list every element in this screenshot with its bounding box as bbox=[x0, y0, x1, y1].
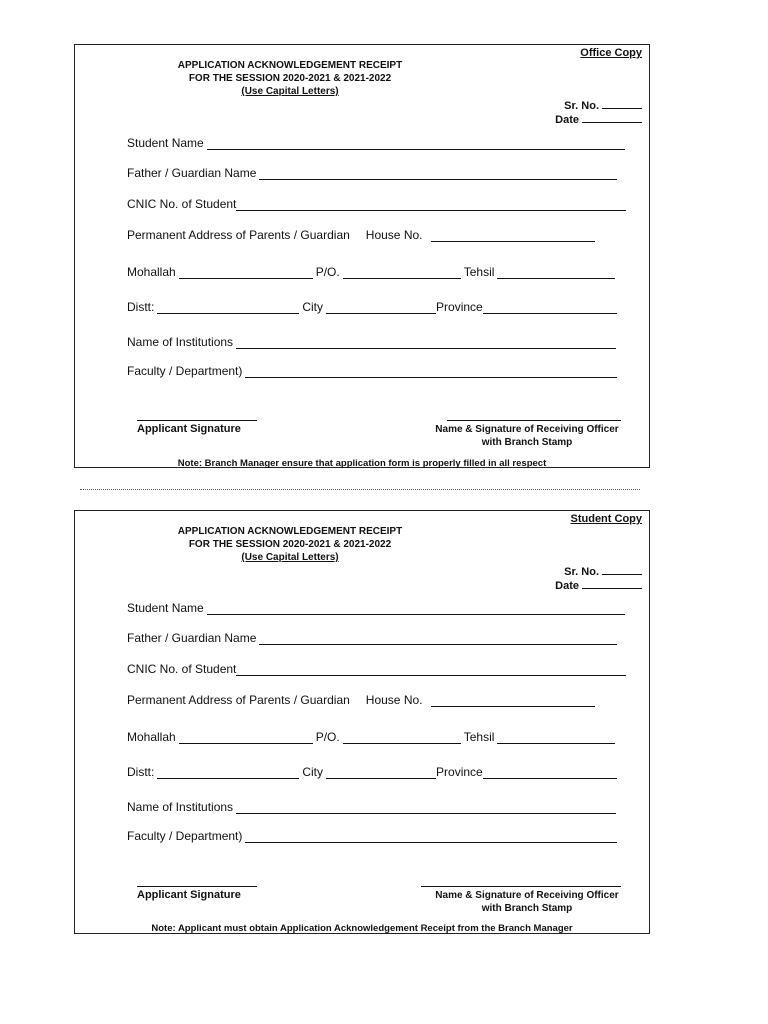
institutions-label: Name of Institutions bbox=[127, 800, 234, 814]
father-name-field[interactable] bbox=[259, 632, 617, 645]
father-name-row bbox=[127, 629, 620, 645]
officer-signature-line[interactable] bbox=[421, 885, 621, 887]
receipt-title: APPLICATION ACKNOWLEDGEMENT RECEIPT bbox=[177, 60, 403, 71]
instruction-text: (Use Capital Letters) bbox=[241, 552, 339, 563]
tehsil-field[interactable] bbox=[497, 731, 615, 744]
cnic-row bbox=[127, 195, 629, 211]
cnic-field[interactable] bbox=[236, 198, 626, 211]
sr-no-field[interactable] bbox=[564, 564, 642, 578]
sr-no-field[interactable] bbox=[564, 98, 642, 112]
po-label: P/O. bbox=[315, 265, 340, 279]
mohallah-field[interactable] bbox=[179, 266, 313, 279]
faculty-label: Faculty / Department) bbox=[127, 364, 243, 378]
distt-label: Distt: bbox=[127, 300, 155, 314]
distt-row bbox=[127, 763, 620, 779]
city-label: City bbox=[302, 765, 324, 779]
distt-label: Distt: bbox=[127, 765, 155, 779]
officer-signature-label bbox=[417, 889, 637, 915]
cnic-field[interactable] bbox=[236, 663, 626, 676]
student-name-row bbox=[127, 599, 628, 615]
tehsil-label: Tehsil bbox=[463, 730, 495, 744]
student-name-label: Student Name bbox=[127, 601, 204, 615]
house-label: House No. bbox=[365, 693, 423, 707]
session-text: FOR THE SESSION 2020-2021 & 2021-2022 bbox=[188, 539, 392, 550]
institutions-row bbox=[127, 798, 619, 814]
cut-line-separator bbox=[80, 489, 640, 490]
cnic-label: CNIC No. of Student bbox=[127, 662, 237, 676]
note-text: Note: Applicant must obtain Application Acknowledgement Receipt from the Branch Manager bbox=[151, 923, 573, 934]
mohallah-field[interactable] bbox=[179, 731, 313, 744]
institutions-field[interactable] bbox=[236, 801, 616, 814]
applicant-signature-label: Applicant Signature bbox=[137, 889, 241, 901]
father-name-label: Father / Guardian Name bbox=[127, 631, 257, 645]
po-field[interactable] bbox=[343, 266, 461, 279]
receipt-student-copy bbox=[74, 510, 650, 934]
father-name-label: Father / Guardian Name bbox=[127, 166, 257, 180]
sr-no-label: Sr. No. bbox=[564, 100, 599, 112]
mohallah-label: Mohallah bbox=[127, 730, 176, 744]
house-field[interactable] bbox=[431, 229, 595, 242]
student-name-row bbox=[127, 134, 628, 150]
father-name-row bbox=[127, 164, 620, 180]
mohallah-row bbox=[127, 728, 618, 744]
instruction-text: (Use Capital Letters) bbox=[241, 86, 339, 97]
address-row bbox=[127, 226, 598, 242]
sr-no-line[interactable] bbox=[602, 564, 642, 575]
province-label: Province bbox=[436, 300, 483, 314]
applicant-signature-line[interactable] bbox=[137, 419, 257, 421]
tehsil-label: Tehsil bbox=[463, 265, 495, 279]
house-field[interactable] bbox=[431, 694, 595, 707]
applicant-signature-line[interactable] bbox=[137, 885, 257, 887]
province-label: Province bbox=[436, 765, 483, 779]
officer-line-2: with Branch Stamp bbox=[481, 903, 573, 914]
faculty-row bbox=[127, 362, 620, 378]
city-field[interactable] bbox=[326, 766, 436, 779]
sr-no-line[interactable] bbox=[602, 98, 642, 109]
province-field[interactable] bbox=[483, 301, 617, 314]
house-label: House No. bbox=[365, 228, 423, 242]
officer-line-1: Name & Signature of Receiving Officer bbox=[435, 890, 619, 901]
po-field[interactable] bbox=[343, 731, 461, 744]
distt-row bbox=[127, 298, 620, 314]
student-name-field[interactable] bbox=[207, 602, 625, 615]
po-label: P/O. bbox=[315, 730, 340, 744]
address-label: Permanent Address of Parents / Guardian bbox=[127, 693, 350, 707]
distt-field[interactable] bbox=[157, 301, 299, 314]
student-name-field[interactable] bbox=[207, 137, 625, 150]
date-line[interactable] bbox=[582, 112, 642, 123]
date-line[interactable] bbox=[582, 578, 642, 589]
mohallah-label: Mohallah bbox=[127, 265, 176, 279]
faculty-field[interactable] bbox=[245, 830, 617, 843]
faculty-row bbox=[127, 827, 620, 843]
institutions-field[interactable] bbox=[236, 336, 616, 349]
province-field[interactable] bbox=[483, 766, 617, 779]
cnic-label: CNIC No. of Student bbox=[127, 197, 237, 211]
receipt-title: APPLICATION ACKNOWLEDGEMENT RECEIPT bbox=[177, 526, 403, 537]
institutions-row bbox=[127, 333, 619, 349]
faculty-label: Faculty / Department) bbox=[127, 829, 243, 843]
applicant-signature-label: Applicant Signature bbox=[137, 423, 241, 435]
officer-line-1: Name & Signature of Receiving Officer bbox=[435, 424, 619, 435]
distt-field[interactable] bbox=[157, 766, 299, 779]
date-label: Date bbox=[555, 580, 579, 592]
city-label: City bbox=[302, 300, 324, 314]
officer-line-2: with Branch Stamp bbox=[481, 437, 573, 448]
address-row bbox=[127, 691, 598, 707]
session-text: FOR THE SESSION 2020-2021 & 2021-2022 bbox=[188, 73, 392, 84]
cnic-row bbox=[127, 660, 629, 676]
institutions-label: Name of Institutions bbox=[127, 335, 234, 349]
receipt-header bbox=[75, 59, 505, 98]
faculty-field[interactable] bbox=[245, 365, 617, 378]
sr-no-label: Sr. No. bbox=[564, 566, 599, 578]
city-field[interactable] bbox=[326, 301, 436, 314]
officer-signature-label bbox=[417, 423, 637, 449]
date-label: Date bbox=[555, 114, 579, 126]
father-name-field[interactable] bbox=[259, 167, 617, 180]
copy-label: Student Copy bbox=[570, 513, 642, 525]
receipt-header bbox=[75, 525, 505, 564]
mohallah-row bbox=[127, 263, 618, 279]
officer-signature-line[interactable] bbox=[447, 419, 621, 421]
student-name-label: Student Name bbox=[127, 136, 204, 150]
date-field[interactable] bbox=[555, 112, 642, 126]
address-label: Permanent Address of Parents / Guardian bbox=[127, 228, 350, 242]
tehsil-field[interactable] bbox=[497, 266, 615, 279]
note-text: Note: Branch Manager ensure that application form is properly filled in all respect bbox=[177, 458, 547, 469]
copy-label: Office Copy bbox=[580, 47, 642, 59]
receipt-office-copy bbox=[74, 44, 650, 468]
date-field[interactable] bbox=[555, 578, 642, 592]
